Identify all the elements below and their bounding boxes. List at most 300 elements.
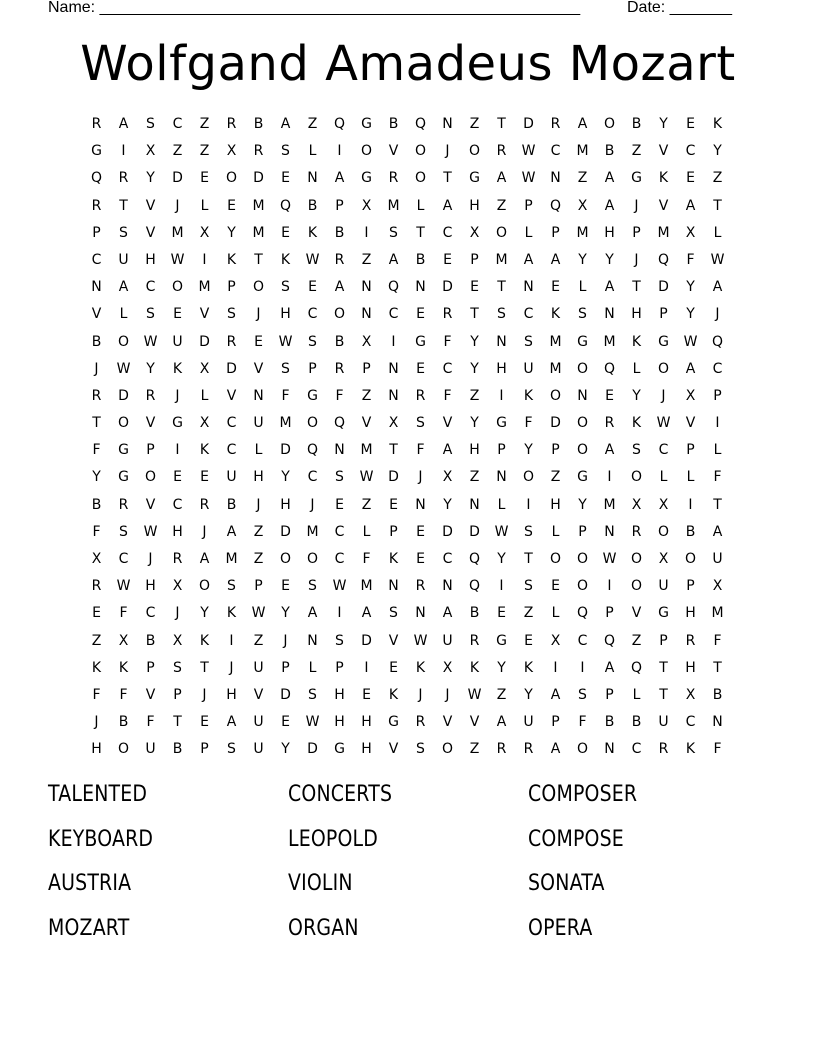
grid-letter: I xyxy=(580,659,585,676)
grid-letter: L xyxy=(119,306,128,323)
grid-letter: P xyxy=(686,442,695,459)
grid-letter: R xyxy=(253,143,264,160)
grid-row xyxy=(83,332,731,359)
grid-letter: D xyxy=(388,469,399,486)
grid-letter: T xyxy=(497,279,506,296)
grid-letter: Y xyxy=(281,469,290,486)
grid-letter: U xyxy=(658,578,669,595)
grid-letter: N xyxy=(550,170,561,187)
grid-letter: B xyxy=(631,116,642,132)
grid-letter: I xyxy=(337,605,342,622)
grid-letter: N xyxy=(334,442,345,459)
grid-letter: A xyxy=(334,170,345,187)
grid-row xyxy=(83,631,731,658)
grid-letter: E xyxy=(227,197,236,214)
grid-letter: P xyxy=(335,659,344,676)
grid-letter: O xyxy=(468,143,481,160)
grid-letter: O xyxy=(630,469,643,486)
grid-letter: O xyxy=(576,360,589,377)
grid-letter: Q xyxy=(576,605,589,622)
grid-letter: V xyxy=(253,686,264,703)
grid-letter: Q xyxy=(603,360,616,377)
grid-letter: L xyxy=(308,143,317,160)
grid-letter: K xyxy=(631,415,642,432)
grid-letter: I xyxy=(553,659,558,676)
grid-letter: A xyxy=(496,714,507,731)
grid-letter: Z xyxy=(712,170,723,187)
grid-letter: J xyxy=(175,197,180,214)
grid-letter: H xyxy=(469,197,480,214)
grid-letter: W xyxy=(143,333,158,350)
grid-letter: N xyxy=(442,116,453,132)
grid-letter: V xyxy=(685,415,696,432)
grid-letter: Y xyxy=(470,415,479,432)
grid-letter: R xyxy=(415,387,426,404)
grid-letter: O xyxy=(252,279,265,296)
grid-letter: J xyxy=(175,387,180,404)
grid-letter: Y xyxy=(524,442,533,459)
grid-letter: P xyxy=(605,605,614,622)
grid-letter: R xyxy=(226,333,237,350)
grid-letter: P xyxy=(470,251,479,268)
grid-letter: D xyxy=(442,523,453,540)
grid-letter: C xyxy=(442,224,453,241)
grid-letter: B xyxy=(631,714,642,731)
grid-letter: L xyxy=(713,442,722,459)
grid-letter: K xyxy=(280,251,291,268)
grid-letter: X xyxy=(226,143,237,160)
grid-letter: N xyxy=(307,632,318,649)
grid-letter: C xyxy=(577,632,588,649)
grid-letter: P xyxy=(92,224,101,241)
name-field-label: Name: ______________________________________________________ xyxy=(48,0,581,16)
grid-letter: L xyxy=(308,659,317,676)
grid-letter: G xyxy=(577,469,588,486)
grid-letter: S xyxy=(146,306,155,323)
grid-letter: D xyxy=(280,686,291,703)
grid-letter: P xyxy=(551,442,560,459)
grid-letter: Z xyxy=(631,632,642,649)
grid-letter: X xyxy=(199,415,210,432)
grid-letter: X xyxy=(199,360,210,377)
grid-letter: F xyxy=(146,714,155,731)
grid-letter: A xyxy=(550,741,561,758)
grid-letter: H xyxy=(226,686,237,703)
grid-letter: X xyxy=(361,197,372,214)
grid-letter: Q xyxy=(603,632,616,649)
grid-letter: E xyxy=(524,632,533,649)
word-list-item: LEOPOLD xyxy=(288,826,379,852)
grid-letter: R xyxy=(388,170,399,187)
grid-letter: G xyxy=(469,170,480,187)
grid-letter: E xyxy=(551,279,560,296)
grid-letter: C xyxy=(226,442,237,459)
grid-letter: R xyxy=(199,496,210,513)
grid-letter: Z xyxy=(253,551,264,567)
grid-letter: W xyxy=(521,170,536,187)
grid-letter: O xyxy=(360,143,373,160)
grid-letter: J xyxy=(715,306,720,323)
grid-letter: R xyxy=(415,714,426,731)
grid-letter: B xyxy=(334,224,345,241)
grid-letter: L xyxy=(200,197,209,214)
grid-letter: Z xyxy=(361,251,372,268)
grid-letter: C xyxy=(631,741,642,758)
grid-letter: V xyxy=(388,632,399,649)
grid-letter: B xyxy=(334,333,345,350)
grid-letter: L xyxy=(632,360,641,377)
grid-letter: L xyxy=(551,605,560,622)
grid-letter: S xyxy=(524,523,533,540)
grid-letter: Q xyxy=(711,333,724,350)
grid-letter: P xyxy=(335,197,344,214)
grid-letter: O xyxy=(414,170,427,187)
grid-letter: Q xyxy=(90,170,103,187)
grid-letter: G xyxy=(118,442,129,459)
grid-letter: G xyxy=(658,605,669,622)
grid-letter: G xyxy=(388,714,399,731)
grid-letter: R xyxy=(685,632,696,649)
grid-letter: N xyxy=(361,279,372,296)
grid-letter: R xyxy=(91,387,102,404)
grid-row xyxy=(83,467,731,494)
grid-letter: R xyxy=(469,632,480,649)
grid-letter: O xyxy=(630,578,643,595)
grid-letter: N xyxy=(496,333,507,350)
grid-letter: N xyxy=(361,306,372,323)
grid-letter: I xyxy=(229,632,234,649)
grid-letter: B xyxy=(388,116,399,132)
grid-letter: B xyxy=(469,605,480,622)
grid-letter: A xyxy=(307,605,318,622)
grid-letter: O xyxy=(117,333,130,350)
grid-letter: D xyxy=(226,360,237,377)
grid-letter: L xyxy=(416,197,425,214)
grid-letter: O xyxy=(333,306,346,323)
grid-letter: R xyxy=(226,116,237,132)
grid-letter: Q xyxy=(333,415,346,432)
grid-letter: C xyxy=(334,523,345,540)
grid-letter: N xyxy=(388,578,399,595)
grid-letter: C xyxy=(226,415,237,432)
grid-letter: O xyxy=(549,387,562,404)
grid-letter: O xyxy=(576,551,589,567)
grid-letter: N xyxy=(604,523,615,540)
grid-letter: X xyxy=(361,333,372,350)
grid-letter: Y xyxy=(686,279,695,296)
grid-letter: D xyxy=(550,415,561,432)
grid-letter: S xyxy=(227,741,236,758)
grid-letter: I xyxy=(499,387,504,404)
grid-letter: X xyxy=(550,632,561,649)
grid-letter: E xyxy=(281,170,290,187)
grid-letter: U xyxy=(523,714,534,731)
grid-letter: B xyxy=(253,116,264,132)
grid-letter: D xyxy=(280,442,291,459)
grid-letter: I xyxy=(364,659,369,676)
grid-letter: F xyxy=(443,333,452,350)
grid-letter: V xyxy=(442,415,453,432)
grid-letter: A xyxy=(577,116,588,132)
grid-letter: T xyxy=(254,251,263,268)
grid-letter: Y xyxy=(470,333,479,350)
grid-letter: K xyxy=(415,659,426,676)
grid-letter: F xyxy=(92,523,101,540)
grid-letter: M xyxy=(225,551,238,567)
grid-letter: C xyxy=(685,714,696,731)
word-list-row xyxy=(48,914,768,959)
grid-letter: F xyxy=(362,551,371,567)
grid-letter: L xyxy=(686,469,695,486)
grid-letter: P xyxy=(146,442,155,459)
grid-letter: D xyxy=(199,333,210,350)
grid-letter: M xyxy=(306,523,319,540)
grid-letter: L xyxy=(578,279,587,296)
grid-letter: S xyxy=(146,116,155,132)
grid-letter: S xyxy=(416,415,425,432)
grid-letter: C xyxy=(685,143,696,160)
grid-letter: Q xyxy=(414,116,427,132)
grid-letter: E xyxy=(389,659,398,676)
grid-letter: V xyxy=(253,360,264,377)
grid-letter: H xyxy=(334,686,345,703)
grid-letter: Y xyxy=(578,496,587,513)
grid-letter: P xyxy=(659,306,668,323)
grid-letter: W xyxy=(467,686,482,703)
grid-letter: W xyxy=(413,632,428,649)
grid-letter: Z xyxy=(496,197,507,214)
grid-letter: W xyxy=(494,523,509,540)
grid-letter: R xyxy=(631,523,642,540)
grid-letter: H xyxy=(685,659,696,676)
grid-row xyxy=(83,277,731,304)
grid-letter: A xyxy=(442,197,453,214)
grid-letter: O xyxy=(144,469,157,486)
grid-letter: K xyxy=(523,659,534,676)
grid-letter: V xyxy=(145,496,156,513)
grid-letter: S xyxy=(173,659,182,676)
grid-letter: A xyxy=(442,442,453,459)
grid-letter: D xyxy=(469,523,480,540)
grid-letter: Q xyxy=(549,197,562,214)
grid-letter: L xyxy=(551,523,560,540)
grid-letter: K xyxy=(91,659,102,676)
grid-letter: L xyxy=(659,469,668,486)
grid-letter: N xyxy=(604,741,615,758)
grid-letter: J xyxy=(256,306,261,323)
grid-letter: D xyxy=(280,523,291,540)
grid-letter: K xyxy=(469,659,480,676)
grid-letter: W xyxy=(251,605,266,622)
grid-letter: J xyxy=(661,387,666,404)
grid-letter: S xyxy=(227,578,236,595)
word-list-item: CONCERTS xyxy=(288,782,393,807)
grid-row xyxy=(83,549,731,576)
grid-letter: M xyxy=(171,224,184,241)
grid-letter: P xyxy=(362,360,371,377)
grid-row xyxy=(83,304,731,331)
grid-letter: A xyxy=(604,659,615,676)
grid-letter: Q xyxy=(387,279,400,296)
grid-letter: P xyxy=(389,523,398,540)
grid-letter: A xyxy=(496,170,507,187)
grid-letter: Y xyxy=(92,469,101,486)
word-list-item: AUSTRIA xyxy=(48,871,132,896)
grid-letter: M xyxy=(711,605,724,622)
grid-row xyxy=(83,114,731,141)
grid-letter: R xyxy=(658,741,669,758)
grid-letter: E xyxy=(686,116,695,132)
grid-letter: X xyxy=(577,197,588,214)
grid-letter: U xyxy=(118,251,129,268)
grid-letter: N xyxy=(577,387,588,404)
grid-letter: H xyxy=(172,523,183,540)
grid-letter: E xyxy=(605,387,614,404)
grid-letter: A xyxy=(604,197,615,214)
word-list xyxy=(48,780,768,958)
grid-letter: C xyxy=(550,143,561,160)
grid-letter: B xyxy=(307,197,318,214)
grid-letter: M xyxy=(495,251,508,268)
grid-letter: I xyxy=(391,333,396,350)
grid-letter: P xyxy=(227,279,236,296)
grid-letter: E xyxy=(173,469,182,486)
grid-letter: M xyxy=(360,578,373,595)
grid-letter: E xyxy=(470,279,479,296)
grid-letter: W xyxy=(602,551,617,567)
grid-letter: M xyxy=(603,496,616,513)
grid-letter: O xyxy=(117,741,130,758)
grid-letter: H xyxy=(361,741,372,758)
grid-letter: U xyxy=(253,415,264,432)
grid-letter: P xyxy=(551,224,560,241)
grid-letter: C xyxy=(442,551,453,567)
grid-letter: Q xyxy=(468,578,481,595)
grid-letter: B xyxy=(172,741,183,758)
grid-letter: U xyxy=(253,714,264,731)
grid-letter: S xyxy=(389,605,398,622)
word-list-row xyxy=(48,825,768,870)
grid-letter: Y xyxy=(470,360,479,377)
grid-row xyxy=(83,141,731,168)
grid-letter: A xyxy=(604,279,615,296)
grid-letter: E xyxy=(281,578,290,595)
grid-letter: B xyxy=(118,714,129,731)
grid-letter: D xyxy=(442,279,453,296)
grid-letter: X xyxy=(685,387,696,404)
grid-letter: Q xyxy=(630,659,643,676)
grid-letter: K xyxy=(550,306,561,323)
grid-letter: C xyxy=(388,306,399,323)
grid-letter: F xyxy=(335,387,344,404)
grid-letter: O xyxy=(225,170,238,187)
grid-letter: Z xyxy=(469,116,480,132)
grid-letter: Z xyxy=(577,170,588,187)
grid-letter: X xyxy=(685,686,696,703)
grid-letter: T xyxy=(173,714,182,731)
grid-letter: R xyxy=(172,551,183,567)
grid-letter: C xyxy=(307,469,318,486)
grid-letter: X xyxy=(712,578,723,595)
grid-letter: M xyxy=(252,197,265,214)
grid-letter: F xyxy=(281,387,290,404)
grid-letter: T xyxy=(713,496,722,513)
grid-letter: E xyxy=(92,605,101,622)
grid-letter: J xyxy=(310,496,315,513)
grid-letter: P xyxy=(146,659,155,676)
grid-letter: Z xyxy=(523,605,534,622)
grid-letter: J xyxy=(94,714,99,731)
grid-letter: J xyxy=(634,251,639,268)
grid-letter: M xyxy=(576,143,589,160)
grid-letter: N xyxy=(388,360,399,377)
grid-letter: Z xyxy=(361,496,372,513)
grid-letter: C xyxy=(442,360,453,377)
grid-letter: A xyxy=(685,197,696,214)
grid-letter: A xyxy=(361,605,372,622)
grid-letter: M xyxy=(387,197,400,214)
grid-letter: Y xyxy=(497,551,506,567)
grid-row xyxy=(83,685,731,712)
grid-letter: R xyxy=(496,143,507,160)
grid-letter: F xyxy=(578,714,587,731)
grid-letter: M xyxy=(603,333,616,350)
grid-letter: D xyxy=(118,387,129,404)
grid-letter: F xyxy=(416,442,425,459)
grid-letter: Z xyxy=(307,116,318,132)
grid-letter: O xyxy=(549,551,562,567)
grid-letter: U xyxy=(523,360,534,377)
grid-letter: H xyxy=(550,496,561,513)
grid-letter: C xyxy=(334,551,345,567)
grid-letter: C xyxy=(145,279,156,296)
grid-letter: K xyxy=(118,659,129,676)
grid-letter: N xyxy=(469,496,480,513)
grid-row xyxy=(83,223,731,250)
grid-letter: S xyxy=(119,224,128,241)
grid-letter: P xyxy=(605,686,614,703)
grid-letter: G xyxy=(307,387,318,404)
grid-letter: O xyxy=(657,523,670,540)
grid-letter: V xyxy=(91,306,102,323)
grid-letter: Z xyxy=(469,469,480,486)
grid-letter: K xyxy=(631,333,642,350)
grid-row xyxy=(83,359,731,386)
grid-letter: T xyxy=(389,442,398,459)
grid-letter: B xyxy=(712,686,723,703)
grid-letter: C xyxy=(712,360,723,377)
grid-letter: X xyxy=(469,224,480,241)
grid-letter: F xyxy=(713,632,722,649)
grid-letter: H xyxy=(280,496,291,513)
grid-letter: W xyxy=(278,333,293,350)
grid-letter: C xyxy=(307,306,318,323)
grid-letter: R xyxy=(145,387,156,404)
grid-letter: E xyxy=(254,333,263,350)
grid-letter: R xyxy=(415,578,426,595)
grid-letter: E xyxy=(200,714,209,731)
grid-letter: R xyxy=(550,116,561,132)
grid-letter: X xyxy=(631,496,642,513)
grid-letter: P xyxy=(632,224,641,241)
grid-letter: S xyxy=(524,578,533,595)
grid-letter: V xyxy=(631,605,642,622)
grid-letter: Z xyxy=(496,686,507,703)
grid-row xyxy=(83,712,731,739)
grid-letter: E xyxy=(335,496,344,513)
grid-letter: N xyxy=(496,469,507,486)
grid-letter: Z xyxy=(199,116,210,132)
